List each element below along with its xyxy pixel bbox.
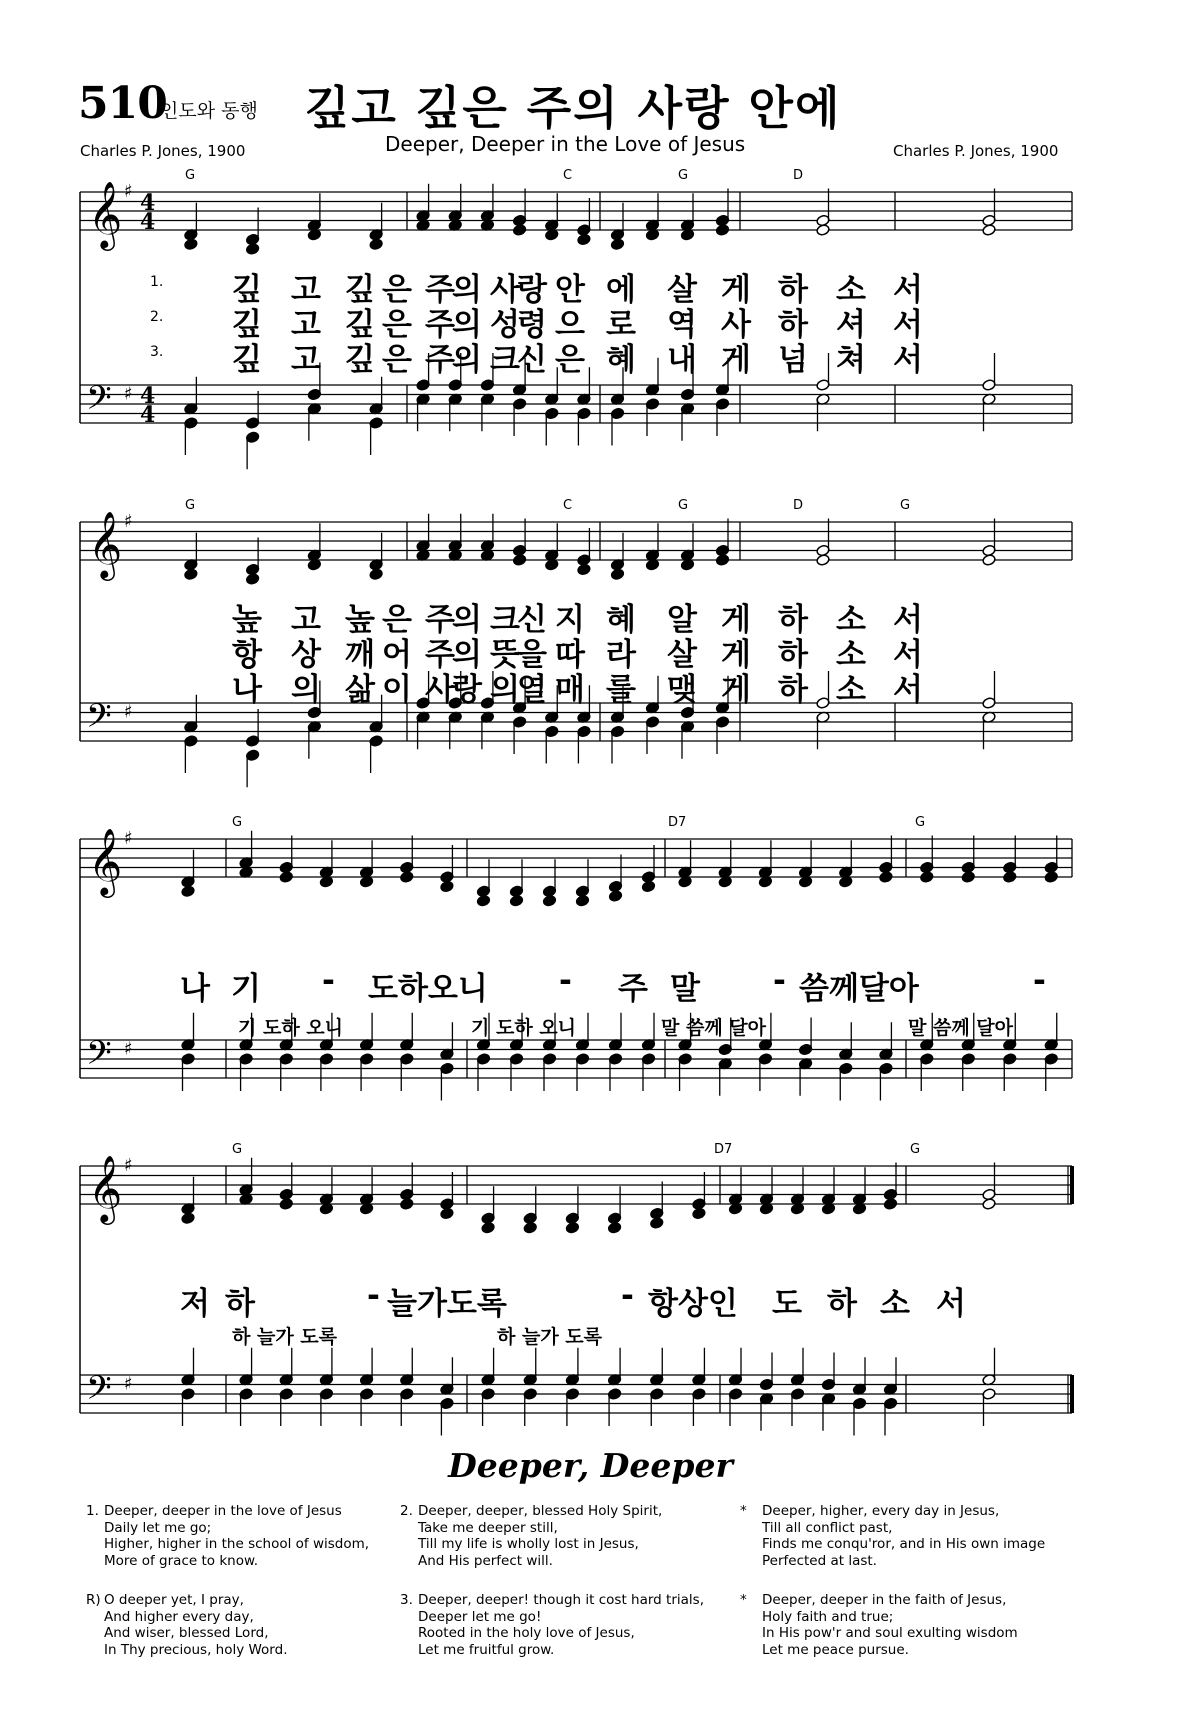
english-verse-block [400, 1503, 662, 1569]
lyric-syllable: 혜 [606, 602, 636, 638]
lyric-syllable: 를 [606, 672, 636, 708]
verse-line: Deeper, deeper! though it cost hard trials, [418, 1592, 704, 1608]
chord-symbol: G [232, 815, 243, 830]
lyric-syllable: 라 [606, 637, 636, 673]
lyric-syllable: 셔 [836, 307, 866, 343]
lyric-syllable: 깊 [345, 272, 375, 308]
verse-mark: 1. [86, 1503, 99, 1519]
lyric-syllable: 상 [291, 637, 321, 673]
alto-note [400, 871, 414, 884]
lyric-syllable: 깊 [232, 342, 262, 378]
alto-note [610, 568, 624, 581]
verse-line: Perfected at last. [762, 1552, 877, 1569]
lyric-text: 씀께달아 [799, 971, 919, 1007]
lyric-syllable: 성 [490, 307, 520, 343]
alto-note [608, 890, 622, 903]
lyric-syllable: 서 [893, 602, 923, 638]
lyric-syllable: 주 [425, 602, 455, 638]
lyric-syllable: 랑 [517, 272, 547, 308]
verse-mark: 3. [400, 1592, 413, 1608]
chord-symbol: G [678, 498, 689, 513]
lyric-syllable: 게 [721, 637, 751, 673]
lyric-syllable: 크 [490, 602, 520, 638]
hymn-number: 510 [78, 78, 167, 129]
lyric-syllable: 은 [555, 342, 585, 378]
lyric-syllable: 하 [778, 307, 808, 343]
alto-note [982, 224, 996, 237]
lyric-syllable: 사 [490, 272, 520, 308]
alto-note [245, 573, 259, 586]
bass-clef: 𝄢 [86, 1369, 112, 1416]
lyric-syllable: 항 [232, 637, 262, 673]
lyric-syllable: 의 [452, 602, 482, 638]
time-signature-bottom: 4 [140, 209, 156, 235]
lyric-syllable: 크 [490, 342, 520, 378]
lyric-syllable: 신 [517, 342, 547, 378]
lyric-syllable: 게 [721, 602, 751, 638]
alto-note [279, 871, 293, 884]
alto-note [816, 224, 830, 237]
lyric-syllable: 게 [721, 272, 751, 308]
alto-note [883, 1198, 897, 1211]
credit-right: Charles P. Jones, 1900 [893, 142, 1059, 160]
lyric-syllable: 높 [345, 602, 375, 638]
chord-symbol: G [232, 1142, 243, 1157]
sharp-icon: ♯ [124, 180, 133, 202]
lyric-syllable: 주 [425, 637, 455, 673]
lyric-syllable: 신 [517, 602, 547, 638]
verse-mark: * [740, 1503, 747, 1519]
lyric-syllable: 은 [382, 272, 412, 308]
alto-note [816, 554, 830, 567]
verse-line: Let me fruitful grow. [418, 1641, 555, 1658]
lyric-syllable: 주 [425, 272, 455, 308]
verse-line: And His perfect will. [418, 1552, 553, 1569]
lyric-syllable: 혜 [606, 342, 636, 378]
verse-number: 1. [150, 274, 164, 290]
time-signature-top: 4 [140, 190, 156, 216]
lyric-syllable: 사 [721, 307, 751, 343]
lyric-text: 나 [180, 971, 210, 1007]
verse-line: In Thy precious, holy Word. [104, 1641, 288, 1658]
alto-note [1003, 871, 1017, 884]
lyric-syllable: 주 [425, 307, 455, 343]
lyric-syllable: 은 [382, 342, 412, 378]
alto-note [184, 568, 198, 581]
lyric-syllable: 소 [836, 637, 866, 673]
lyric-syllable: 소 [836, 602, 866, 638]
lyric-syllable: 하 [778, 672, 808, 708]
english-heading: Deeper, Deeper [448, 1446, 733, 1485]
english-verse-block [86, 1503, 369, 1569]
lyric-text: 늘가도록 [387, 1286, 507, 1322]
lyric-syllable: 매 [555, 672, 585, 708]
alto-note [245, 243, 259, 256]
verse-line: Deeper let me go! [418, 1608, 542, 1625]
lyric-text: 도하오니 [368, 971, 488, 1007]
alto-note [181, 885, 195, 898]
verse-number: 2. [150, 309, 164, 325]
lyric-syllable: 삶 [345, 672, 375, 708]
lyric-text: - [773, 963, 786, 999]
lyric-text: - [1033, 963, 1046, 999]
treble-clef: 𝄞 [88, 1154, 123, 1222]
echo-lyric: 말 씀께 달아 [908, 1017, 1013, 1039]
chord-symbol: D7 [714, 1142, 733, 1157]
verse-line: Till all conflict past, [762, 1519, 893, 1536]
echo-lyric: 기 도하 오니 [471, 1017, 576, 1039]
bass-clef: 𝄢 [86, 1034, 112, 1081]
alto-note [961, 871, 975, 884]
lyric-text: 서 [936, 1286, 966, 1322]
alto-note [512, 554, 526, 567]
lyric-text: - [367, 1278, 380, 1314]
verse-mark: * [740, 1592, 747, 1608]
alto-note [610, 238, 624, 251]
lyric-syllable: 지 [555, 602, 585, 638]
alto-note [369, 238, 383, 251]
alto-note [181, 1212, 195, 1225]
verse-mark: R) [86, 1592, 101, 1608]
lyric-syllable: 로 [606, 307, 636, 343]
chord-symbol: C [563, 498, 573, 513]
verse-line: Deeper, deeper in the faith of Jesus, [762, 1592, 1007, 1608]
verse-line: And higher every day, [104, 1608, 254, 1625]
verse-line: Holy faith and true; [762, 1608, 894, 1625]
echo-lyric: 말 씀께 달아 [661, 1017, 766, 1039]
lyric-syllable: 쳐 [836, 342, 866, 378]
lyric-syllable: 고 [291, 307, 321, 343]
english-verse-block [740, 1592, 1018, 1658]
lyric-syllable: 나 [232, 672, 262, 708]
lyric-syllable: 높 [232, 602, 262, 638]
chord-symbol: G [910, 1142, 921, 1157]
lyric-syllable: 하 [778, 272, 808, 308]
verse-line: Rooted in the holy love of Jesus, [418, 1625, 635, 1641]
chord-symbol: G [185, 168, 196, 183]
lyric-syllable: 령 [517, 307, 547, 343]
verse-line: And wiser, blessed Lord, [104, 1625, 269, 1641]
lyric-syllable: 깊 [232, 307, 262, 343]
alto-note [184, 238, 198, 251]
lyric-syllable: 의 [490, 672, 520, 708]
treble-clef: 𝄞 [88, 827, 123, 895]
alto-note [641, 880, 655, 893]
lyric-text: 주 [618, 971, 648, 1007]
alto-note [692, 1207, 706, 1220]
echo-lyric: 하 늘가 도록 [232, 1326, 337, 1348]
alto-note [440, 880, 454, 893]
hymn-title-korean: 깊고 깊은 주의 사랑 안에 [305, 81, 842, 135]
lyric-syllable: 안 [555, 272, 585, 308]
verse-line: Finds me conqu'ror, and in His own image [762, 1536, 1046, 1552]
verse-line: Higher, higher in the school of wisdom, [104, 1536, 370, 1552]
alto-note [476, 894, 490, 907]
sharp-icon: ♯ [124, 1373, 133, 1395]
lyric-text: - [621, 1278, 634, 1314]
lyric-syllable: 으 [555, 307, 585, 343]
lyric-syllable: 의 [291, 672, 321, 708]
alto-note [512, 224, 526, 237]
lyric-syllable: 서 [893, 272, 923, 308]
lyric-syllable: 넘 [778, 342, 808, 378]
english-verse-block [740, 1503, 1045, 1569]
lyric-syllable: 내 [667, 342, 697, 378]
alto-note [607, 1221, 621, 1234]
lyric-syllable: 하 [778, 637, 808, 673]
lyric-text: 말 [670, 971, 700, 1007]
lyric-syllable: 살 [667, 637, 697, 673]
lyric-syllable: 고 [291, 272, 321, 308]
alto-note [920, 871, 934, 884]
lyric-syllable: 서 [893, 307, 923, 343]
lyric-syllable: 맺 [667, 672, 697, 708]
lyric-syllable: 을 [517, 637, 547, 673]
lyric-syllable: 주 [425, 342, 455, 378]
verse-line: O deeper yet, I pray, [104, 1592, 244, 1608]
sharp-icon: ♯ [124, 701, 133, 723]
alto-note [982, 554, 996, 567]
alto-note [577, 563, 591, 576]
verse-line: In His pow'r and soul exulting wisdom [762, 1625, 1018, 1641]
lyric-syllable: 깊 [345, 307, 375, 343]
treble-clef: 𝄞 [88, 510, 123, 578]
echo-lyric: 하 늘가 도록 [497, 1326, 602, 1348]
alto-note [650, 1217, 664, 1230]
alto-note [715, 554, 729, 567]
verse-line: More of grace to know. [104, 1552, 259, 1569]
alto-note [523, 1221, 537, 1234]
chord-symbol: C [563, 168, 573, 183]
chord-symbol: D [793, 168, 804, 183]
verse-line: Till my life is wholly lost in Jesus, [418, 1536, 639, 1552]
lyric-syllable: 은 [382, 307, 412, 343]
hymn-title-english: Deeper, Deeper in the Love of Jesus [385, 132, 746, 156]
alto-note [879, 871, 893, 884]
lyric-syllable: 서 [893, 637, 923, 673]
lyric-syllable: 고 [291, 602, 321, 638]
alto-note [575, 894, 589, 907]
lyric-text: - [559, 963, 572, 999]
alto-note [481, 1221, 495, 1234]
lyric-syllable: 의 [452, 272, 482, 308]
lyric-text: 도 [772, 1286, 802, 1322]
chord-symbol: G [185, 498, 196, 513]
alto-note [509, 894, 523, 907]
verse-line: Deeper, deeper in the love of Jesus [104, 1503, 342, 1519]
time-signature-top: 4 [140, 383, 156, 409]
echo-lyric: 기 도하 오니 [238, 1017, 343, 1039]
alto-note [369, 568, 383, 581]
lyric-syllable: 깨 [345, 637, 375, 673]
chord-symbol: G [915, 815, 926, 830]
lyric-syllable: 서 [893, 672, 923, 708]
lyric-syllable: 에 [606, 272, 636, 308]
lyric-syllable: 서 [893, 342, 923, 378]
verse-line: Deeper, higher, every day in Jesus, [762, 1503, 1000, 1519]
verse-line: Daily let me go; [104, 1519, 212, 1536]
lyric-syllable: 따 [555, 637, 585, 673]
lyric-syllable: 랑 [452, 672, 482, 708]
lyric-syllable: 의 [452, 307, 482, 343]
verse-mark: 2. [400, 1503, 413, 1519]
alto-note [279, 1198, 293, 1211]
lyric-syllable: 깊 [345, 342, 375, 378]
alto-note [715, 224, 729, 237]
sharp-icon: ♯ [124, 1038, 133, 1060]
hymn-category: 인도와 동행 [160, 100, 258, 122]
english-verse-block [86, 1592, 287, 1658]
lyric-syllable: 게 [721, 672, 751, 708]
lyric-syllable: 하 [778, 602, 808, 638]
alto-note [440, 1207, 454, 1220]
lyric-text: 저 [180, 1286, 210, 1322]
lyric-syllable: 의 [452, 637, 482, 673]
lyric-text: 항상인 [648, 1286, 738, 1322]
lyric-text: 기 [231, 971, 261, 1007]
lyric-syllable: 깊 [232, 272, 262, 308]
verse-line: Let me peace pursue. [762, 1641, 909, 1658]
lyric-syllable: 소 [836, 272, 866, 308]
lyric-syllable: 의 [452, 342, 482, 378]
lyric-syllable: 이 [382, 672, 412, 708]
lyric-syllable: 소 [836, 672, 866, 708]
credit-left: Charles P. Jones, 1900 [80, 142, 246, 160]
lyric-syllable: 사 [425, 672, 455, 708]
sharp-icon: ♯ [124, 1154, 133, 1176]
sharp-icon: ♯ [124, 827, 133, 849]
lyric-syllable: 역 [667, 307, 697, 343]
sharp-icon: ♯ [124, 510, 133, 532]
sharp-icon: ♯ [124, 383, 133, 405]
alto-note [400, 1198, 414, 1211]
treble-clef: 𝄞 [88, 180, 123, 248]
chord-symbol: D7 [668, 815, 687, 830]
alto-note [577, 233, 591, 246]
lyric-text: 하 [225, 1286, 255, 1322]
english-verse-block [400, 1592, 704, 1658]
alto-note [1044, 871, 1058, 884]
time-signature-bottom: 4 [140, 402, 156, 428]
lyric-syllable: 알 [667, 602, 697, 638]
lyric-syllable: 열 [517, 672, 547, 708]
lyric-text: - [322, 963, 335, 999]
bass-clef: 𝄢 [86, 379, 112, 426]
lyric-text: 소 [880, 1286, 910, 1322]
alto-note [565, 1221, 579, 1234]
lyric-syllable: 게 [721, 342, 751, 378]
lyric-syllable: 어 [382, 637, 412, 673]
alto-note [542, 894, 556, 907]
lyric-syllable: 살 [667, 272, 697, 308]
chord-symbol: D [793, 498, 804, 513]
lyric-text: 하 [827, 1286, 857, 1322]
lyric-syllable: 고 [291, 342, 321, 378]
alto-note [982, 1198, 996, 1211]
chord-symbol: G [678, 168, 689, 183]
lyric-syllable: 뜻 [490, 637, 520, 673]
bass-clef: 𝄢 [86, 697, 112, 744]
chord-symbol: G [900, 498, 911, 513]
verse-line: Deeper, deeper, blessed Holy Spirit, [418, 1503, 663, 1519]
verse-line: Take me deeper still, [418, 1519, 558, 1536]
verse-number: 3. [150, 344, 164, 360]
lyric-syllable: 은 [382, 602, 412, 638]
